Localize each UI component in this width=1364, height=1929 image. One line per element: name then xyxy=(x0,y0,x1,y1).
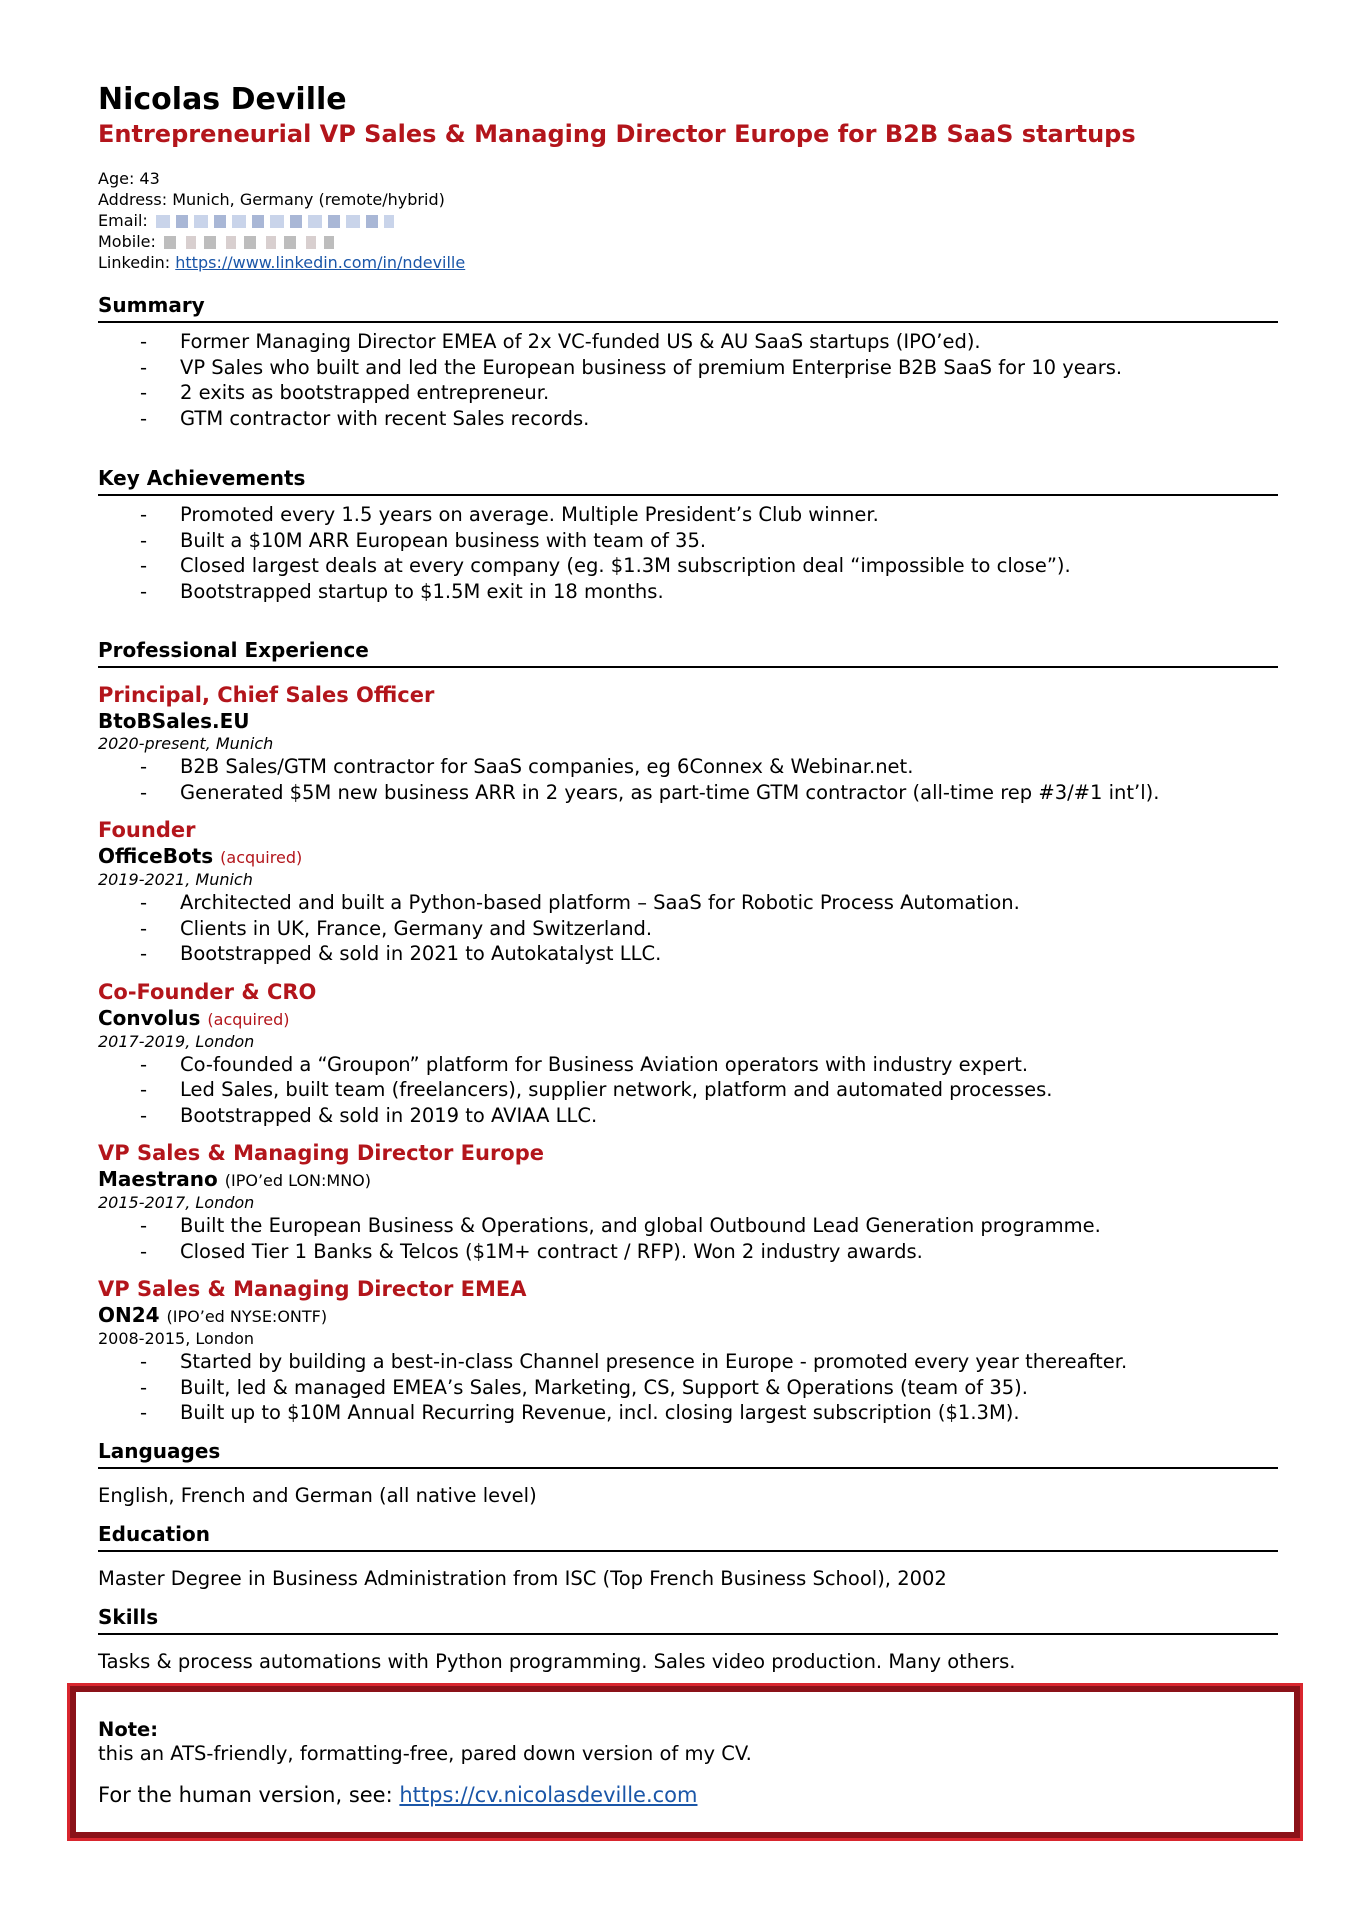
email-label: Email: xyxy=(98,211,148,230)
mobile-label: Mobile: xyxy=(98,232,156,251)
human-cv-link[interactable]: https://cv.nicolasdeville.com xyxy=(399,1783,698,1807)
company-note: (IPO’ed LON:MNO) xyxy=(224,1171,372,1190)
job-title: Co-Founder & CRO xyxy=(98,979,317,1004)
age-line: Age: 43 xyxy=(98,169,160,188)
company-name: OfficeBots xyxy=(98,844,214,868)
note-box xyxy=(70,1686,1300,1838)
company-note: (IPO’ed NYSE:ONTF) xyxy=(166,1307,328,1326)
achievements-title: Key Achievements xyxy=(98,465,1278,496)
bullet-text: B2B Sales/GTM contractor for SaaS companies, eg 6Connex & Webinar.net. xyxy=(180,755,914,778)
bullet-dash: - xyxy=(140,503,148,526)
bullet-text: Built a $10M ARR European business with team of 35. xyxy=(180,528,707,552)
company-line xyxy=(98,1006,1278,1032)
job-bullet xyxy=(98,1052,1278,1078)
job-dates: 2008-2015, London xyxy=(98,1329,255,1348)
job-title: Founder xyxy=(98,818,196,842)
job-bullet xyxy=(98,890,1278,916)
bullet-text: Closed largest deals at every company (eg. $1.3M subscription deal “impossible to close”). xyxy=(180,554,1071,577)
summary-title: Summary xyxy=(98,292,1278,323)
mobile-redacted xyxy=(164,236,334,249)
job-entry xyxy=(98,1140,1278,1264)
bullet-text: GTM contractor with recent Sales records. xyxy=(180,406,590,430)
list-item xyxy=(98,579,1278,605)
job-bullet xyxy=(98,1375,1278,1401)
bullet-text: Generated $5M new business ARR in 2 years, as part-time GTM contractor (all-time rep #3/#1 int’l). xyxy=(180,780,1160,804)
bullet-text: Promoted every 1.5 years on average. Multiple President’s Club winner. xyxy=(180,503,879,526)
address-line: Address: Munich, Germany (remote/hybrid) xyxy=(98,190,445,209)
bullet-text: Built, led & managed EMEA’s Sales, Marketing, CS, Support & Operations (team of 35). xyxy=(180,1375,1028,1399)
email-redacted xyxy=(156,215,394,228)
list-item xyxy=(98,502,1278,528)
job-title: VP Sales & Managing Director EMEA xyxy=(98,1277,527,1301)
list-item xyxy=(98,553,1278,579)
bullet-text: Architected and built a Python-based platform – SaaS for Robotic Process Automation. xyxy=(180,891,1020,914)
candidate-name: Nicolas Deville xyxy=(98,82,347,117)
job-dates: 2019-2021, Munich xyxy=(98,870,253,889)
jobs-list xyxy=(98,682,1278,1426)
bullet-text: Led Sales, built team (freelancers), supplier network, platform and automated processes. xyxy=(180,1078,1053,1101)
job-dates: 2020-present, Munich xyxy=(98,734,274,753)
bullet-dash: - xyxy=(140,1350,148,1373)
skills-title: Skills xyxy=(98,1604,1278,1635)
job-bullets xyxy=(98,1349,1278,1426)
email-line xyxy=(98,210,1278,231)
note-link-prefix: For the human version, see: xyxy=(98,1783,393,1807)
note-content xyxy=(98,1718,752,1809)
resume-header xyxy=(98,82,1278,273)
bullet-text: Built up to $10M Annual Recurring Revenue, incl. closing largest subscription ($1.3M). xyxy=(180,1401,1020,1424)
job-bullet xyxy=(98,1103,1278,1129)
achievements-list xyxy=(98,502,1278,604)
bullet-text: Co-founded a “Groupon” platform for Business Aviation operators with industry expert. xyxy=(180,1052,1029,1076)
job-bullets xyxy=(98,1213,1278,1264)
experience-title: Professional Experience xyxy=(98,637,1278,668)
job-entry xyxy=(98,1276,1278,1426)
job-bullet xyxy=(98,754,1278,780)
job-bullet xyxy=(98,1213,1278,1239)
job-bullets xyxy=(98,754,1278,805)
languages-section xyxy=(98,1438,1278,1509)
note-link-line xyxy=(98,1781,752,1809)
bullet-dash: - xyxy=(140,755,148,778)
contact-details xyxy=(98,168,1278,273)
bullet-dash: - xyxy=(140,554,148,577)
company-line xyxy=(98,709,1278,734)
bullet-dash: - xyxy=(140,355,148,379)
bullet-dash: - xyxy=(140,330,148,353)
bullet-dash: - xyxy=(140,579,148,603)
bullet-text: Former Managing Director EMEA of 2x VC-funded US & AU SaaS startups (IPO’ed). xyxy=(180,330,981,353)
skills-section xyxy=(98,1604,1278,1675)
bullet-text: Bootstrapped & sold in 2021 to Autokatalyst LLC. xyxy=(180,942,662,965)
bullet-text: Clients in UK, France, Germany and Switzerland. xyxy=(180,916,653,940)
bullet-dash: - xyxy=(140,406,148,430)
company-line xyxy=(98,844,1278,870)
bullet-dash: - xyxy=(140,528,148,552)
languages-title: Languages xyxy=(98,1438,1278,1469)
linkedin-link[interactable]: https://www.linkedin.com/in/ndeville xyxy=(175,253,466,272)
bullet-dash: - xyxy=(140,1239,148,1263)
company-note: (acquired) xyxy=(220,848,303,867)
bullet-text: 2 exits as bootstrapped entrepreneur. xyxy=(180,381,550,404)
job-bullets xyxy=(98,1052,1278,1129)
job-bullet xyxy=(98,916,1278,942)
bullet-text: Bootstrapped & sold in 2019 to AVIAA LLC. xyxy=(180,1103,598,1127)
experience-section xyxy=(98,637,1278,1426)
bullet-dash: - xyxy=(140,1052,148,1076)
note-text: this an ATS-friendly, formatting-free, pared down version of my CV. xyxy=(98,1742,752,1765)
linkedin-line xyxy=(98,252,1278,273)
list-item xyxy=(98,528,1278,554)
job-entry xyxy=(98,682,1278,805)
education-section xyxy=(98,1521,1278,1592)
bullet-dash: - xyxy=(140,780,148,804)
candidate-tagline: Entrepreneurial VP Sales & Managing Director Europe for B2B SaaS startups xyxy=(98,120,1136,148)
languages-text: English, French and German (all native level) xyxy=(98,1484,537,1507)
company-name: Maestrano xyxy=(98,1167,218,1191)
summary-list xyxy=(98,329,1278,431)
job-bullet xyxy=(98,1077,1278,1103)
achievements-section xyxy=(98,465,1278,604)
list-item xyxy=(98,329,1278,355)
bullet-dash: - xyxy=(140,891,148,914)
bullet-dash: - xyxy=(140,916,148,940)
job-title: VP Sales & Managing Director Europe xyxy=(98,1141,545,1165)
job-bullet xyxy=(98,780,1278,806)
bullet-text: Closed Tier 1 Banks & Telcos ($1M+ contract / RFP). Won 2 industry awards. xyxy=(180,1239,923,1263)
summary-section xyxy=(98,292,1278,431)
education-text: Master Degree in Business Administration from ISC (Top French Business School), 2002 xyxy=(98,1567,947,1590)
skills-text: Tasks & process automations with Python programming. Sales video production. Many others. xyxy=(98,1650,1016,1673)
bullet-dash: - xyxy=(140,942,148,965)
company-name: BtoBSales.EU xyxy=(98,709,250,733)
bullet-text: VP Sales who built and led the European business of premium Enterprise B2B SaaS for 10 years. xyxy=(180,355,1123,379)
job-entry xyxy=(98,979,1278,1129)
mobile-line xyxy=(98,231,1278,252)
job-entry xyxy=(98,817,1278,967)
list-item xyxy=(98,380,1278,406)
bullet-dash: - xyxy=(140,1375,148,1399)
job-title: Principal, Chief Sales Officer xyxy=(98,683,435,707)
list-item xyxy=(98,355,1278,381)
bullet-dash: - xyxy=(140,1214,148,1237)
bullet-dash: - xyxy=(140,1103,148,1127)
job-bullets xyxy=(98,890,1278,967)
job-bullet xyxy=(98,941,1278,967)
linkedin-label: Linkedin: xyxy=(98,253,171,272)
bullet-text: Started by building a best-in-class Channel presence in Europe - promoted every year thereafter. xyxy=(180,1350,1128,1373)
education-title: Education xyxy=(98,1521,1278,1552)
bullet-dash: - xyxy=(140,381,148,404)
bullet-text: Bootstrapped startup to $1.5M exit in 18 months. xyxy=(180,579,664,603)
note-title: Note: xyxy=(98,1718,159,1741)
bullet-dash: - xyxy=(140,1401,148,1424)
job-bullet xyxy=(98,1239,1278,1265)
job-dates: 2017-2019, London xyxy=(98,1031,255,1051)
bullet-text: Built the European Business & Operations, and global Outbound Lead Generation programme. xyxy=(180,1214,1101,1237)
job-bullet xyxy=(98,1400,1278,1426)
bullet-dash: - xyxy=(140,1078,148,1101)
company-note: (acquired) xyxy=(207,1009,290,1029)
company-line xyxy=(98,1167,1278,1193)
list-item xyxy=(98,406,1278,432)
company-line xyxy=(98,1303,1278,1329)
company-name: ON24 xyxy=(98,1303,160,1327)
job-bullet xyxy=(98,1349,1278,1375)
company-name: Convolus xyxy=(98,1005,201,1030)
job-dates: 2015-2017, London xyxy=(98,1193,255,1212)
